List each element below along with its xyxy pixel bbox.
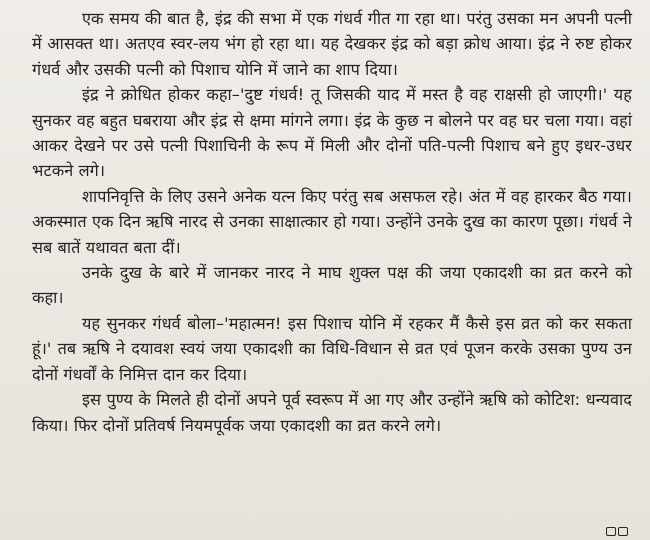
paragraph-2: इंद्र ने क्रोधित होकर कहा–'दुष्ट गंधर्व! तू जिसकी याद में मस्त है वह राक्षसी हो जाएगी।' यह सुनकर वह बहुत घबराया और इंद्र से क्षमा मांगने लगा। इंद्र के कुछ न बोलने पर वह घर चला गया। वहां आकर देखने पर उसे पत्नी पिशाचिनी के रूप में मिली और दोनों पति-पत्नी पिशाच बने हुए इधर-उधर भटकने लगे। (32, 85, 632, 181)
paragraph-5: यह सुनकर गंधर्व बोला–'महात्मन! इस पिशाच योनि में रहकर मैं कैसे इस व्रत को कर सकता हूं।' तब ऋषि ने दयावश स्वयं जया एकादशी का विधि-विधान से व्रत एवं पूजन करके उसका पुण्य उन दोनों गंधर्वों के निमित्त दान कर दिया। (32, 313, 632, 384)
square-icon (618, 527, 628, 536)
paragraph-1: एक समय की बात है, इंद्र की सभा में एक गंधर्व गीत गा रहा था। परंतु उसका मन अपनी पत्नी में आसक्त था। अतएव स्वर-लय भंग हो रहा था। यह देखकर इंद्र को बड़ा क्रोध आया। इंद्र ने रुष्ट होकर गंधर्व और उसकी पत्नी को पिशाच योनि में जाने का शाप दिया। (32, 9, 632, 79)
story-text (32, 6, 632, 438)
square-icon (606, 527, 616, 536)
end-mark-icon (606, 527, 628, 536)
paragraph-4: उनके दुख के बारे में जानकर नारद ने माघ शुक्ल पक्ष की जया एकादशी का व्रत करने को कहा। (32, 263, 632, 308)
paragraph-3: शापनिवृत्ति के लिए उसने अनेक यत्न किए परंतु सब असफल रहे। अंत में वह हारकर बैठ गया। अकस्मात एक दिन ऋषि नारद से उनका साक्षात्कार हो गया। उन्होंने उनके दुख का कारण पूछा। गंधर्व ने सब बातें यथावत बता दीं। (32, 186, 632, 257)
paragraph-6: इस पुण्य के मिलते ही दोनों अपने पूर्व स्वरूप में आ गए और उन्होंने ऋषि को कोटिश: धन्यवाद किया। फिर दोनों प्रतिवर्ष नियमपूर्वक जया एकादशी का व्रत करने लगे। (32, 390, 632, 435)
